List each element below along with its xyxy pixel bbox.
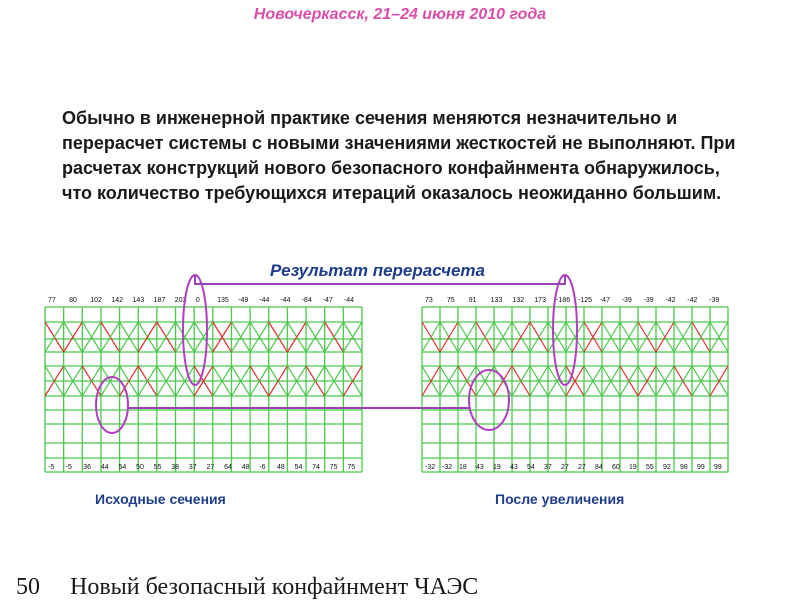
right-top-label: -39 xyxy=(621,297,632,304)
left-bottom-label: 27 xyxy=(206,464,215,471)
left-top-label: -49 xyxy=(238,297,249,304)
right-top-label: -42 xyxy=(665,297,676,304)
left-bottom-label: 48 xyxy=(241,464,250,471)
right-bottom-label: 55 xyxy=(646,464,654,471)
left-bottom-label: 36 xyxy=(83,464,92,471)
right-top-label: -39 xyxy=(709,297,720,304)
right-top-label: 173 xyxy=(534,297,546,304)
left-top-label: -44 xyxy=(280,297,291,304)
highlight-overlays xyxy=(96,275,577,433)
right-bottom-label: 84 xyxy=(595,464,603,471)
right-bottom-label: 27 xyxy=(578,464,586,471)
left-top-label: 187 xyxy=(153,297,166,304)
right-truss-grid xyxy=(422,297,728,472)
right-top-label: -47 xyxy=(599,297,610,304)
right-bottom-label: 27 xyxy=(561,464,569,471)
left-bottom-label: 37 xyxy=(188,464,197,471)
left-bottom-label: 38 xyxy=(171,464,180,471)
left-top-label: 203 xyxy=(174,297,187,304)
right-caption: После увеличения xyxy=(495,491,625,507)
left-bottom-label: -5 xyxy=(65,464,72,471)
right-bottom-label: 43 xyxy=(476,464,484,471)
left-top-label: -47 xyxy=(322,297,333,304)
left-bottom-label: -5 xyxy=(48,464,55,471)
left-top-label: -44 xyxy=(343,297,354,304)
left-top-label: 80 xyxy=(69,297,77,304)
right-top-label: -39 xyxy=(643,297,654,304)
left-top-label: 0 xyxy=(195,297,200,304)
left-bottom-label: 54 xyxy=(294,464,303,471)
footer-title: Новый безопасный конфайнмент ЧАЭС xyxy=(70,574,479,600)
right-bottom-label: 54 xyxy=(527,464,535,471)
left-bottom-label: 74 xyxy=(312,464,320,471)
right-bottom-label: -32 xyxy=(442,464,453,471)
left-bottom-label: 75 xyxy=(347,464,356,471)
left-top-label: -44 xyxy=(259,297,270,304)
right-top-label: 73 xyxy=(425,297,433,304)
right-top-label: 75 xyxy=(446,297,455,304)
right-bottom-label: 43 xyxy=(510,464,518,471)
right-bottom-label: 19 xyxy=(629,464,637,471)
right-top-label: 132 xyxy=(512,297,525,304)
right-top-label: -186 xyxy=(556,297,571,304)
left-bottom-label: 64 xyxy=(224,464,232,471)
left-bottom-label: 44 xyxy=(100,464,109,471)
highlight-oval-right-bottom xyxy=(469,370,509,430)
highlight-oval-left-top xyxy=(183,275,207,385)
left-top-label: -84 xyxy=(301,297,312,304)
conference-header: Новочеркасск, 21–24 июня 2010 года xyxy=(253,6,547,23)
left-bottom-label: 75 xyxy=(329,464,338,471)
left-top-label: 102 xyxy=(90,297,102,304)
right-top-label: 133 xyxy=(490,297,503,304)
right-bottom-label: 37 xyxy=(544,464,552,471)
result-label: Результат перерасчета xyxy=(270,261,485,280)
slide-number: 50 xyxy=(16,574,40,600)
right-bottom-label: 98 xyxy=(680,464,688,471)
left-top-label: 77 xyxy=(48,297,56,304)
right-bottom-label: 99 xyxy=(714,464,722,471)
left-bottom-label: -6 xyxy=(259,464,266,471)
right-top-label: -125 xyxy=(578,297,593,304)
connector-top xyxy=(195,275,565,284)
right-bottom-label: -32 xyxy=(425,464,436,471)
left-bottom-label: 54 xyxy=(118,464,127,471)
right-bottom-label: 18 xyxy=(459,464,467,471)
body-paragraph: Обычно в инженерной практике сечения меняются незначительно и перерасчет системы с новыми значениями жесткостей не выполняют. При расчетах конструкций нового безопасного конфайнмента обнаружилось, что количество требующихся итераций оказалось неожиданно большим. xyxy=(62,108,736,203)
left-top-label: 143 xyxy=(132,297,145,304)
left-top-label: 142 xyxy=(111,297,124,304)
slide-footer xyxy=(0,570,800,600)
right-bottom-label: 92 xyxy=(663,464,671,471)
left-bottom-label: 55 xyxy=(153,464,162,471)
right-top-label: -42 xyxy=(687,297,698,304)
left-bottom-label: 50 xyxy=(136,464,144,471)
left-truss-grid xyxy=(45,297,362,472)
left-top-label: 135 xyxy=(217,297,229,304)
left-bottom-label: 48 xyxy=(276,464,285,471)
right-bottom-label: 19 xyxy=(493,464,501,471)
right-top-label: 91 xyxy=(468,297,477,304)
right-bottom-label: 99 xyxy=(697,464,705,471)
left-caption: Исходные сечения xyxy=(95,491,226,507)
right-bottom-label: 60 xyxy=(612,464,620,471)
